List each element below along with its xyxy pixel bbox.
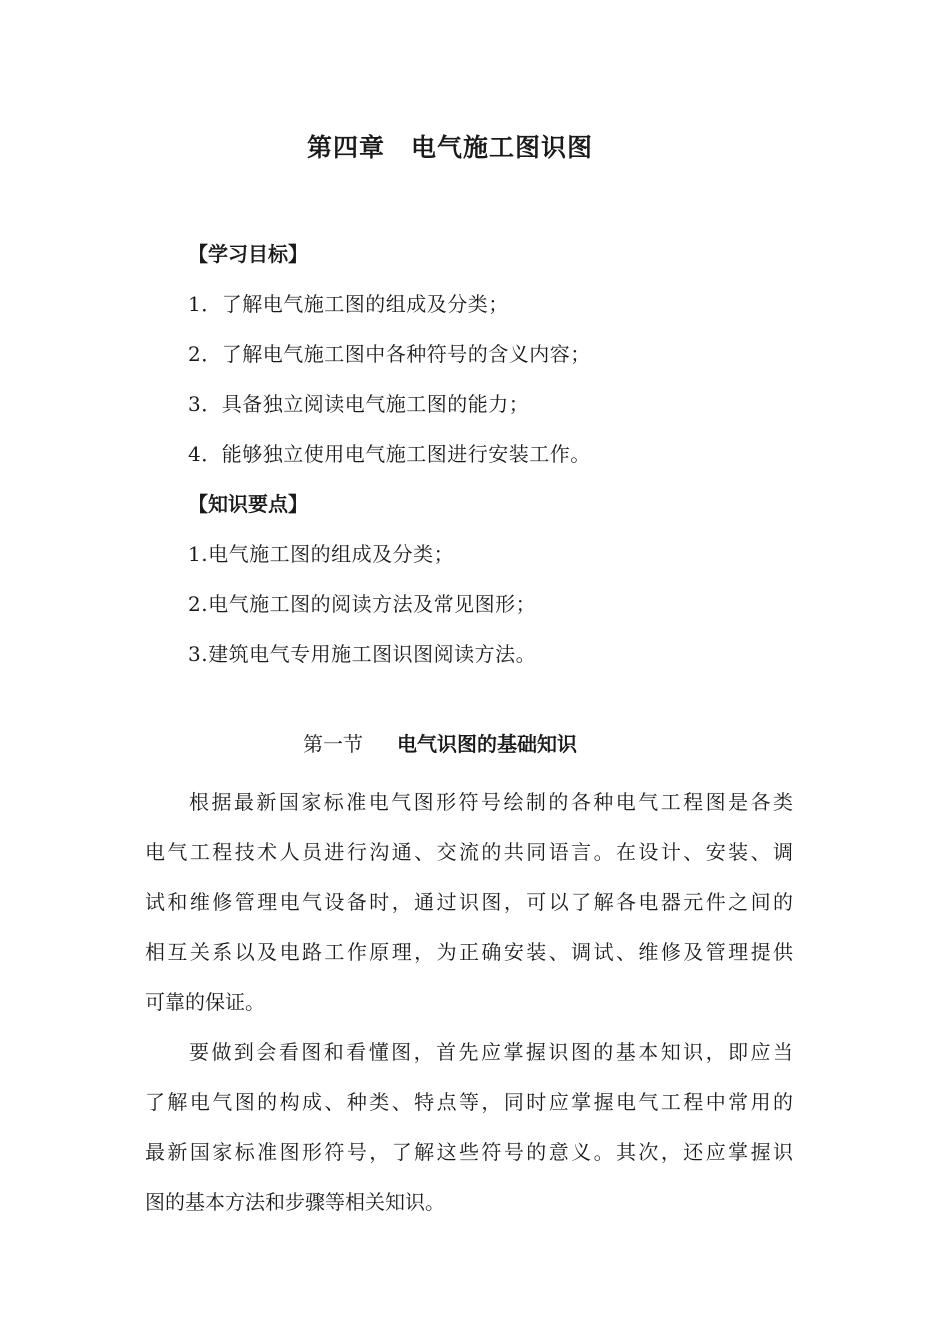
paragraph-1-line-4: 相互关系以及电路工作原理，为正确安装、调试、维修及管理提供 xyxy=(145,940,793,964)
key-point-item-1: 1.电气施工图的组成及分类； xyxy=(188,542,455,566)
paragraph-2-line-1: 要做到会看图和看懂图，首先应掌握识图的基本知识，即应当 xyxy=(189,1040,793,1064)
paragraph-1-line-2: 电气工程技术人员进行沟通、交流的共同语言。在设计、安装、调 xyxy=(145,840,793,864)
paragraph-2-line-3: 最新国家标准图形符号，了解这些符号的意义。其次，还应掌握识 xyxy=(145,1140,793,1164)
section-heading xyxy=(0,728,880,757)
key-point-item-2: 2.电气施工图的阅读方法及常见图形； xyxy=(188,592,537,616)
key-points-heading: 【知识要点】 xyxy=(188,492,308,516)
objectives-heading: 【学习目标】 xyxy=(188,242,308,266)
objective-item-4: 4．能够独立使用电气施工图进行安装工作。 xyxy=(188,442,591,466)
chapter-title: 第四章 电气施工图识图 xyxy=(306,133,593,162)
objective-item-1: 1．了解电气施工图的组成及分类； xyxy=(188,292,509,316)
objective-item-2: 2．了解电气施工图中各种符号的含义内容； xyxy=(188,342,591,366)
paragraph-1-line-5: 可靠的保证。 xyxy=(145,990,265,1014)
paragraph-1-line-3: 试和维修管理电气设备时，通过识图，可以了解各电器元件之间的 xyxy=(145,890,793,914)
section-name: 电气识图的基础知识 xyxy=(397,732,577,756)
objective-item-3: 3．具备独立阅读电气施工图的能力； xyxy=(188,392,530,416)
paragraph-1-line-1: 根据最新国家标准电气图形符号绘制的各种电气工程图是各类 xyxy=(189,790,793,814)
paragraph-2-line-2: 了解电气图的构成、种类、特点等，同时应掌握电气工程中常用的 xyxy=(145,1090,793,1114)
paragraph-2-line-4: 图的基本方法和步骤等相关知识。 xyxy=(145,1190,445,1214)
key-point-item-3: 3.建筑电气专用施工图识图阅读方法。 xyxy=(188,642,537,666)
section-number: 第一节 xyxy=(303,732,363,756)
